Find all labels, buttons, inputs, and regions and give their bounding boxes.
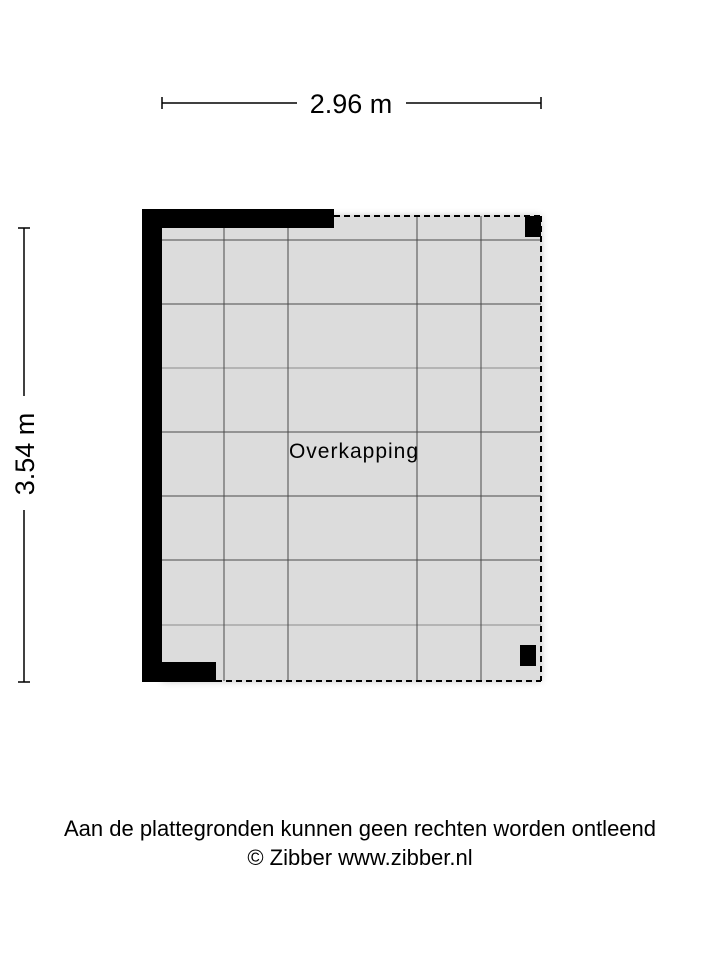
width-dimension — [162, 89, 541, 119]
post-top-right — [525, 216, 541, 237]
wall-left — [142, 209, 162, 682]
height-label: 3.54 m — [10, 412, 40, 496]
post-bottom-right — [520, 645, 536, 666]
footer-disclaimer: Aan de plattegronden kunnen geen rechten worden ontleend — [63, 816, 657, 841]
footer-copyright: © Zibber www.zibber.nl — [247, 845, 473, 870]
height-dimension — [10, 228, 40, 682]
wall-bottom — [142, 662, 216, 682]
wall-top — [142, 209, 334, 228]
width-label: 2.96 m — [309, 89, 393, 119]
room-label: Overkapping — [288, 440, 420, 463]
